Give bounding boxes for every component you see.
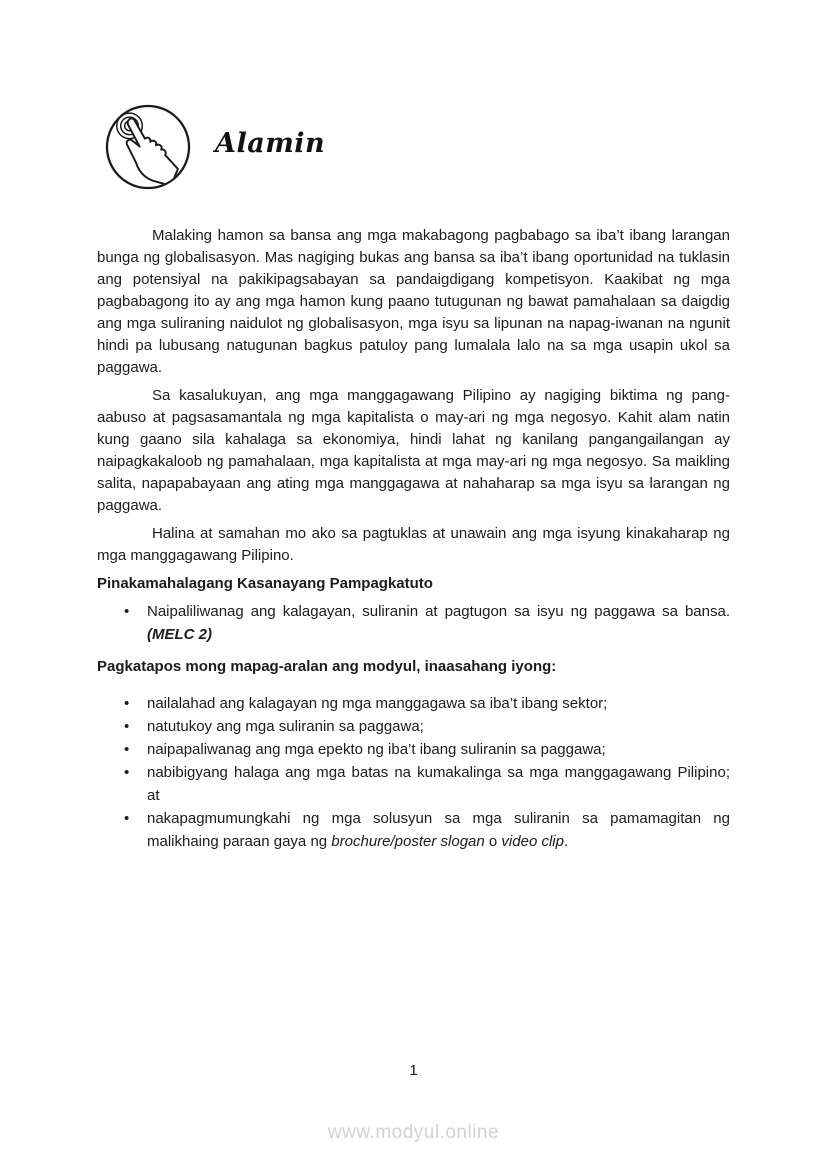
objective-item: • natutukoy ang mga suliranin sa paggawa; [147,715,730,738]
objective-item [147,807,730,853]
objectives-heading: Pagkatapos mong mapag-aralan ang modyul, inaasahang iyong: [97,658,557,675]
objective-item: • naipapaliwanag ang mga epekto ng iba’t ibang suliranin sa paggawa; [147,738,730,761]
objective-item-text: malikhaing paraan gaya ng [147,833,332,850]
objectives-list [97,692,730,853]
objective-item-connector: o [484,833,502,850]
objective-item-line: • nakapagmumungkahi ng mga solusyun sa mga suliranin sa pamamagitan ng [147,810,730,827]
module-section-title: Alamin [215,128,326,159]
objective-item [147,761,730,807]
objective-item: • nailalahad ang kalagayan ng mga manggagawa sa iba’t ibang sektor; [147,692,730,715]
intro-paragraph-1: Malaking hamon sa bansa ang mga makabagong pagbabago sa iba’t ibang larangan bunga ng globalisasyon. Mas nagiging bukas ang bansa sa iba’t ibang oportunidad na tuklasin ang potensiyal na pakikipagsabayan sa pandaigdigang kompetisyon. Kaakibat ng mga pagbabagong ito ay ang mga hamon kung paano tutugunan ng bawat pamahalaan sa daigdig ang mga suliraning naidulot ng globalisasyon, mga isyu sa lipunan na napag-iwanan na ngunit hindi pa lubusang natugunan bagkus patuloy pang lumalala lalo na sa mga usapin ukol sa paggawa. [97,227,730,376]
objective-item-line: • nabibigyang halaga ang mga batas na kumakalinga sa mga manggagawang Pilipino; [147,764,730,781]
page-content [97,103,730,853]
intro-paragraph-2: Sa kasalukuyan, ang mga manggagawang Pilipino ay nagiging biktima ng pang-aabuso at pagsasamantala ng mga kapitalista o may-ari ng mga negosyo. Kahit alam natin kung gaano sila kahalaga sa ekonomiya, hindi lahat ng kanilang pangangailangan ay naipagkakaloob ng pamahalaan, mga kapitalista at mga may-ari ng mga negosyo. Sa maikling salita, napapabayaan ang ating mga manggagawa at nahaharap sa mga isyu sa larangan ng paggawa. [97,387,730,514]
objective-item-line: at [147,787,160,804]
objective-item-italic: video clip [501,833,564,850]
melc-item-text: • Naipaliliwanag ang kalagayan, suliranin at pagtugon sa isyu ng paggawa sa bansa. [147,603,730,620]
section-header [104,103,730,191]
melc-heading: Pinakamahalagang Kasanayang Pampagkatuto [97,575,433,592]
tap-hand-icon [104,103,192,191]
melc-item-tag: (MELC 2) [147,626,212,643]
watermark: www.modyul.online [327,1122,500,1143]
objective-item-suffix: . [563,833,569,850]
intro-paragraph-3: Halina at samahan mo ako sa pagtuklas at unawain ang mga isyung kinakaharap ng mga manggagawang Pilipino. [97,525,730,564]
melc-list [97,600,730,646]
melc-item [147,600,730,646]
objective-item-italic: brochure/poster slogan [331,833,485,850]
page-number: 1 [409,1062,418,1079]
